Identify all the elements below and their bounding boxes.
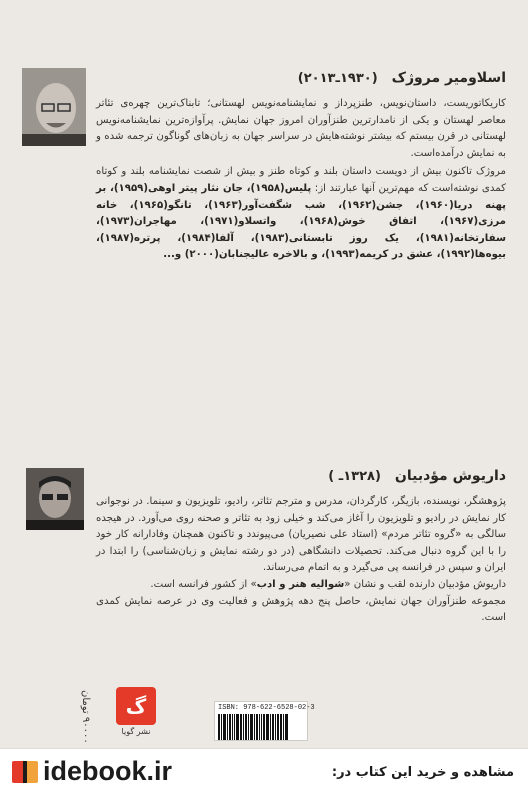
author1-name: اسلاومیر مروژک <box>391 70 506 86</box>
author2-portrait <box>26 468 84 530</box>
author2-bio-1: پژوهشگر، نویسنده، بازیگر، کارگردان، مدرس و مترجم تئاتر، رادیو، تلویزیون و سینما. در نوجوانی کار نمایش در رادیو و تلویزیون را آغاز می‌کند و خیلی زود به تئاتر و صحنه روی می‌آورد. در هیجده سالگی به «گروه تئاتر مردم» (استاد علی نصیریان) می‌پیوندد و تاکنون همچنان وفادارانه کار خود را با این گروه دنبال می‌کند. تحصیلات دانشگاهی (در دو رشته نمایش و زبان‌شناسی) را ابتدا در ایران و سپس در فرانسه پی می‌گیرد و به اتمام می‌رساند. <box>96 496 506 574</box>
isbn-text: ISBN: 978-622-6528-02-3 <box>218 704 315 712</box>
isbn-barcode <box>214 701 315 741</box>
author2-years: (۱۳۲۸ـ ) <box>328 469 381 484</box>
publisher-logo <box>116 687 156 741</box>
author2-bio-3: مجموعه طنزآوران جهان نمایش، حاصل پنج دهه پژوهش و فعالیت وی در عرصه نمایش کمدی است. <box>96 595 506 624</box>
author2-bio-2-post: » از کشور فرانسه است. <box>150 578 257 590</box>
author2-section <box>96 468 506 627</box>
author2-heading <box>96 468 506 484</box>
idebook-banner[interactable] <box>0 748 528 800</box>
author2-name: داریوش مؤدبیان <box>394 468 506 484</box>
buy-cta-text: مشاهده و خرید این کتاب در: <box>331 765 514 780</box>
author1-portrait <box>22 68 86 146</box>
author1-years: (۱۹۳۰ـ۲۰۱۳) <box>297 71 378 86</box>
author2-bio-2 <box>96 577 506 594</box>
price-label: ۹۰۰۰۰ تومان <box>80 690 91 744</box>
author1-section <box>96 70 506 264</box>
publisher-name: نشر گویا <box>121 727 151 736</box>
book-icon <box>10 757 40 787</box>
author1-heading <box>96 70 506 86</box>
author1-bio-1: کاریکاتوریست، داستان‌نویس، طنزپرداز و نمایشنامه‌نویس لهستانی؛ تابناک‌ترین چهره‌ی تئاتر معاصر لهستان و یکی از نامدارترین طنزآوران امروز جهان نمایش. پرآوازه‌ترین نمایشنامه‌نویس لهستانی در قرن بیستم که بیشتر نوشته‌هایش در سراسر جهان به زبان‌های گوناگون ترجمه شده و به نمایش درآمده‌است. <box>96 98 506 159</box>
author2-award: شوالیه هنر و ادب <box>256 578 345 590</box>
publisher-logo-icon: گ <box>116 687 156 725</box>
brand-text: idebook.ir <box>43 756 173 786</box>
barcode-bars <box>218 714 304 740</box>
author1-bio-2 <box>96 164 506 264</box>
author1-works: پلیس(۱۹۵۸)، جان نثار پیتر اوهی(۱۹۵۹)، بر پهنه دریا(۱۹۶۰)، جشن(۱۹۶۲)، شب شگفت‌آور(۱۹۶۳)، تانگو(۱۹۶۵)، خانه مرزی(۱۹۶۷)، اتفاق خوش(۱۹۶۸)، واتسلاو(۱۹۷۱)، مهاجران(۱۹۷۳)، سفارتخانه(۱۹۸۱)، یک روز تابستانی(۱۹۸۳)، آلفا(۱۹۸۴)، پرتره(۱۹۸۷)، بیوه‌ها(۱۹۹۲)، عشق در کریمه(۱۹۹۳)، و بالاخره عالیجنابان(۲۰۰۰) و... <box>96 182 507 261</box>
author2-bio-2-pre: داریوش مؤدبیان دارنده لقب و نشان « <box>344 578 506 590</box>
idebook-brand[interactable] <box>10 756 172 787</box>
author1-bio-2-intro: مروژک تاکنون بیش از دویست داستان بلند و کوتاه طنز و بیش از شصت نمایشنامه بلند و کوتاه کمدی نوشته‌است که مهم‌ترین آنها عبارتند از: <box>96 166 506 194</box>
